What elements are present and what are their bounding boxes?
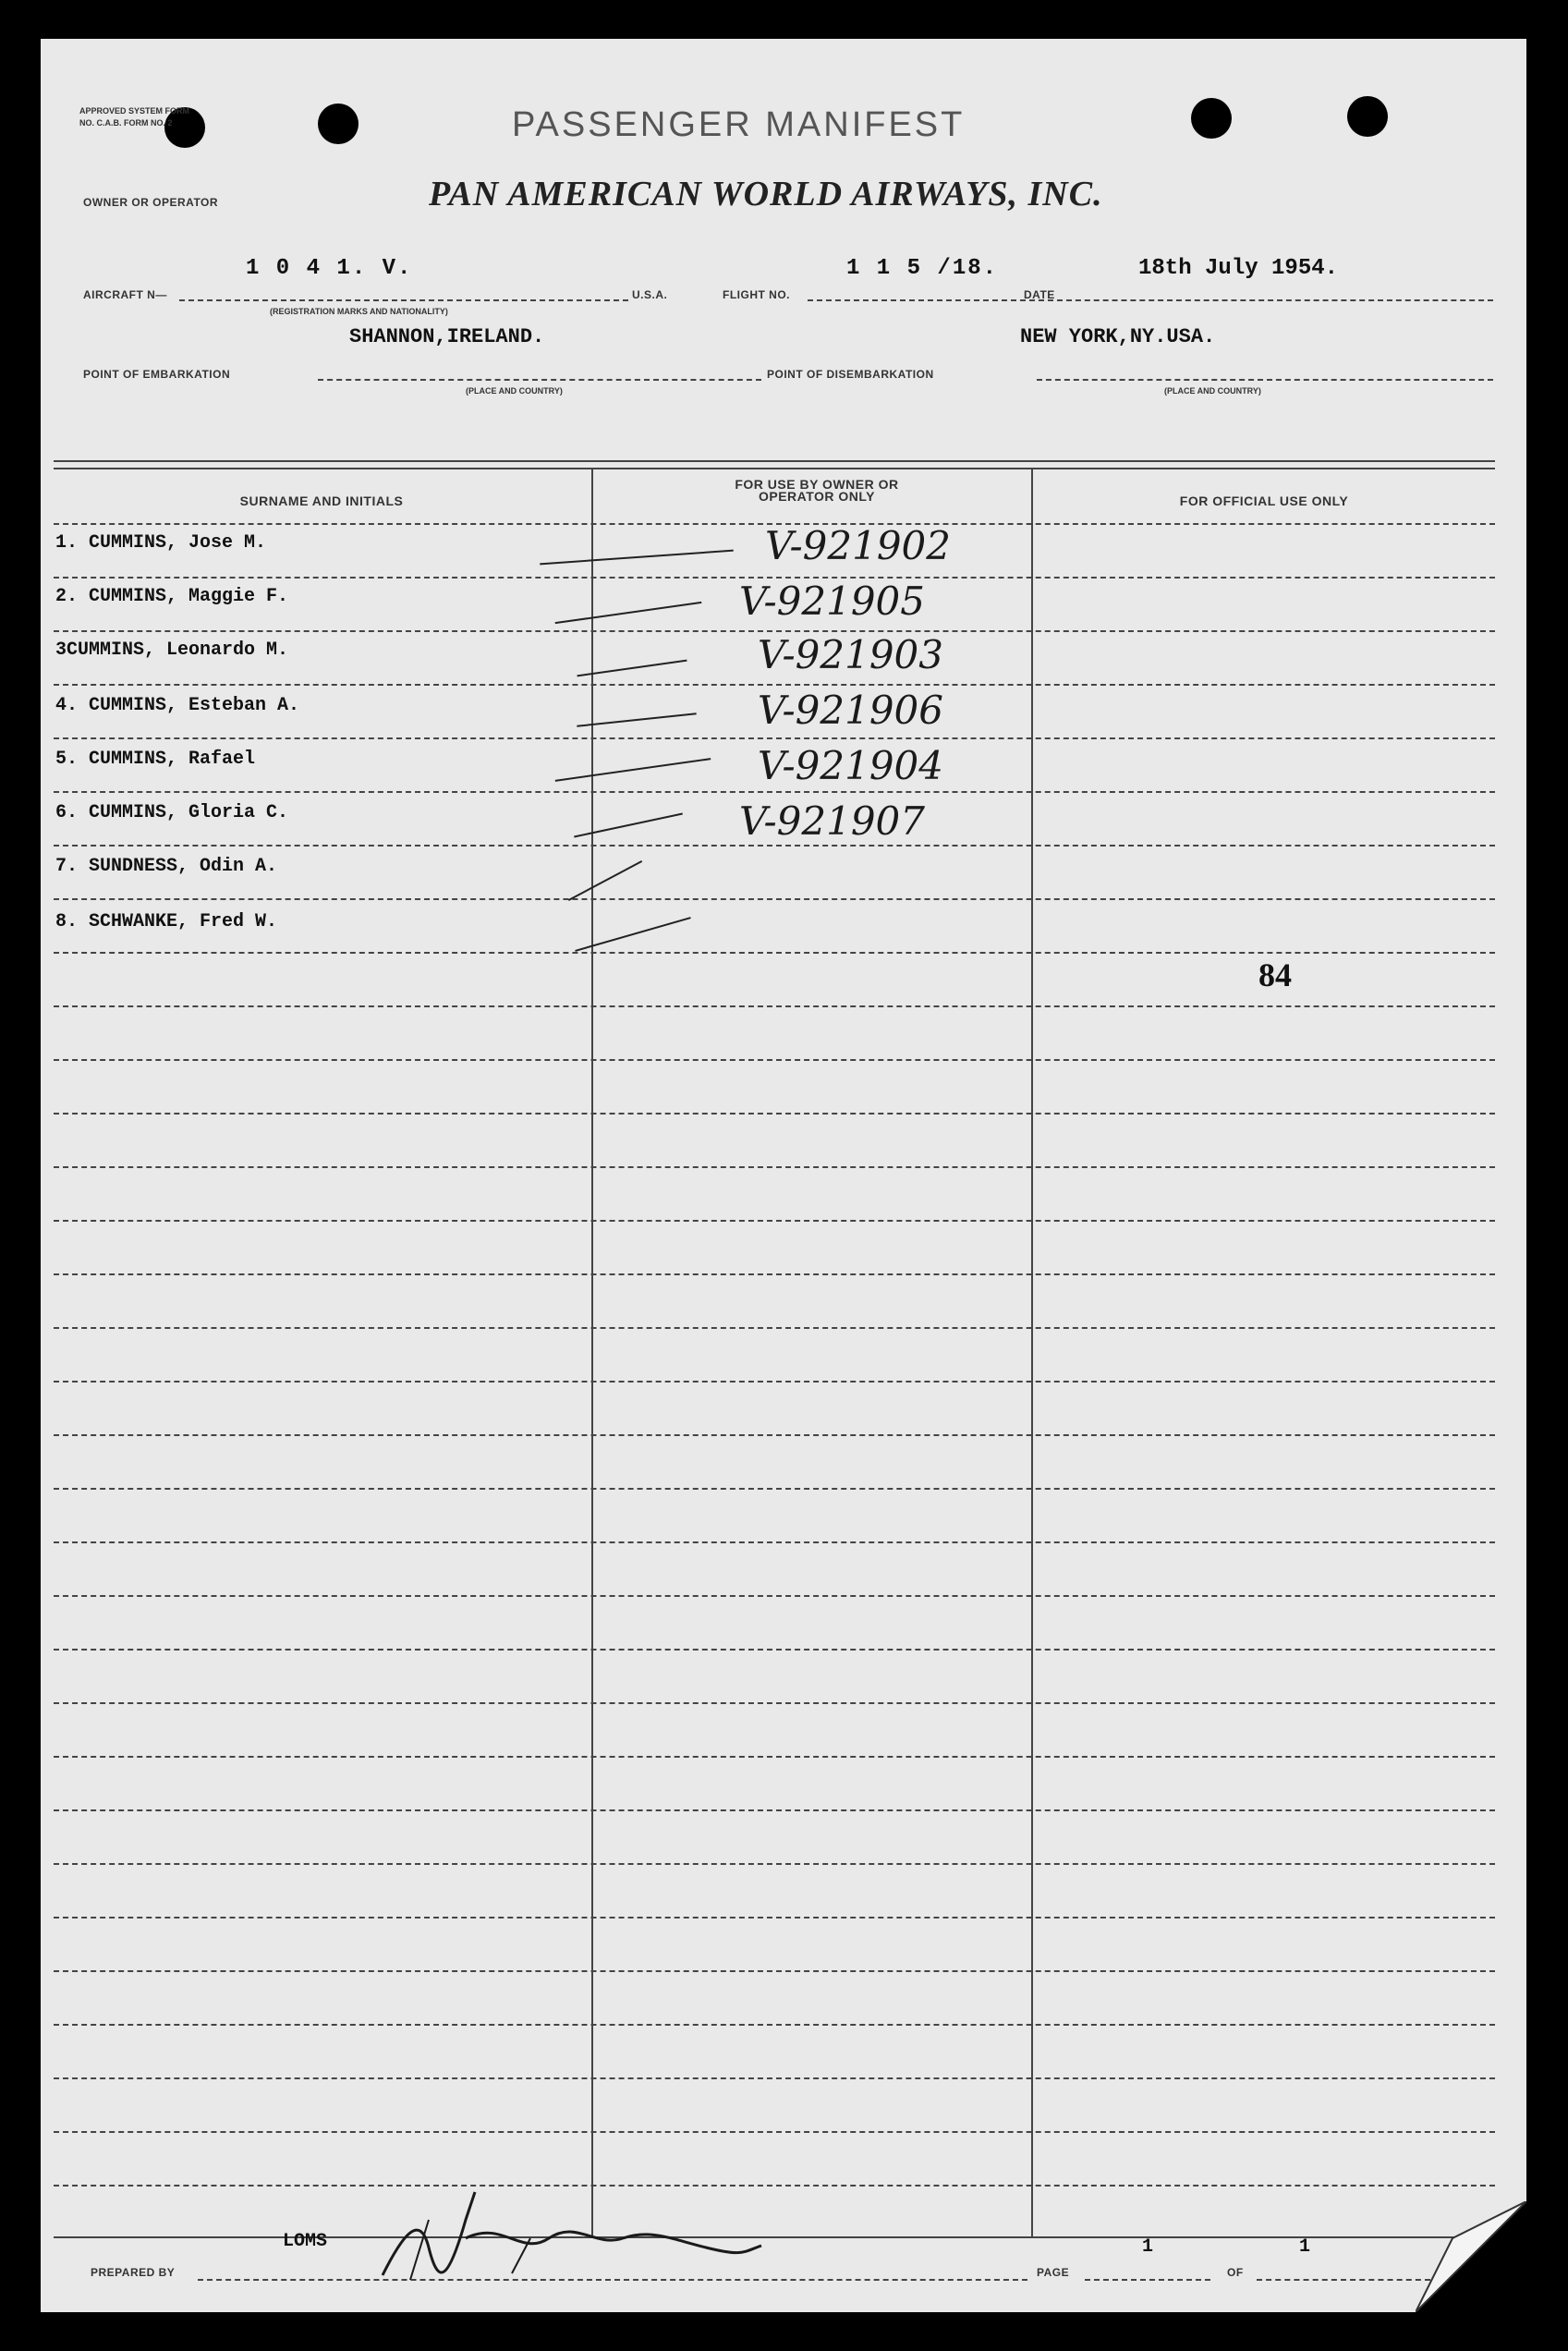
row-rule xyxy=(54,1113,1495,1115)
column-header-owner: FOR USE BY OWNER OR OPERATOR ONLY xyxy=(735,477,899,504)
prepared-label: PREPARED BY xyxy=(91,2266,176,2279)
passenger-name: 2. CUMMINS, Maggie F. xyxy=(55,586,289,607)
passenger-name: 5. CUMMINS, Rafael xyxy=(55,749,256,770)
prepared-value: LOMS xyxy=(283,2231,328,2252)
embarkation-line xyxy=(318,379,761,381)
row-rule xyxy=(54,1702,1495,1704)
punch-hole xyxy=(1347,96,1388,137)
of-line xyxy=(1257,2279,1430,2281)
check-mark xyxy=(555,758,711,782)
page-value: 1 xyxy=(1142,2236,1154,2258)
flight-label: FLIGHT NO. xyxy=(723,288,790,301)
date-label: DATE xyxy=(1024,288,1055,301)
row-rule xyxy=(54,2024,1495,2026)
column-header-official: FOR OFFICIAL USE ONLY xyxy=(1179,493,1349,508)
check-mark xyxy=(540,550,734,566)
row-rule xyxy=(54,1327,1495,1329)
aircraft-sublabel: (REGISTRATION MARKS AND NATIONALITY) xyxy=(270,307,448,316)
ticket-number: V-921904 xyxy=(758,743,943,788)
embarkation-label: POINT OF EMBARKATION xyxy=(83,368,231,381)
row-rule xyxy=(54,1917,1495,1919)
aircraft-value: 1 0 4 1. V. xyxy=(246,256,413,281)
row-rule xyxy=(54,2077,1495,2079)
airline-name: PAN AMERICAN WORLD AIRWAYS, INC. xyxy=(429,175,1103,213)
passenger-name: 3CUMMINS, Leonardo M. xyxy=(55,640,289,661)
row-rule xyxy=(54,684,1495,686)
owner-label: OWNER OR OPERATOR xyxy=(83,196,219,209)
ticket-number: V-921906 xyxy=(758,688,943,733)
row-rule xyxy=(54,1059,1495,1061)
footer-rule xyxy=(54,2236,1495,2238)
disembarkation-label: POINT OF DISEMBARKATION xyxy=(767,368,934,381)
nationality: U.S.A. xyxy=(632,288,668,301)
row-rule xyxy=(54,1863,1495,1865)
row-rule xyxy=(54,1756,1495,1758)
row-rule xyxy=(54,791,1495,793)
aircraft-label: AIRCRAFT N— xyxy=(83,288,167,301)
ticket-number: V-921903 xyxy=(758,632,943,677)
disembarkation-sublabel: (PLACE AND COUNTRY) xyxy=(1164,386,1261,396)
row-rule xyxy=(54,1166,1495,1168)
passenger-name: 1. CUMMINS, Jose M. xyxy=(55,532,267,554)
row-rule xyxy=(54,1809,1495,1811)
ticket-number: V-921907 xyxy=(739,798,925,844)
approved-stamp: APPROVED SYSTEM FORM NO. C.A.B. FORM NO. 2 xyxy=(79,106,190,128)
row-rule xyxy=(54,1595,1495,1597)
check-mark xyxy=(577,713,696,727)
row-rule xyxy=(54,2185,1495,2187)
row-rule xyxy=(54,1649,1495,1651)
flight-value: 1 1 5 /18. xyxy=(846,256,999,281)
official-number: 84 xyxy=(1258,956,1292,993)
embarkation-sublabel: (PLACE AND COUNTRY) xyxy=(466,386,563,396)
check-mark xyxy=(574,813,683,838)
punch-hole xyxy=(318,104,359,144)
folded-corner xyxy=(1416,2201,1526,2312)
passenger-name: 6. CUMMINS, Gloria C. xyxy=(55,802,289,823)
row-rule xyxy=(54,845,1495,847)
passenger-name: 8. SCHWANKE, Fred W. xyxy=(55,911,278,932)
passenger-name: 4. CUMMINS, Esteban A. xyxy=(55,695,300,716)
row-rule xyxy=(54,952,1495,954)
aircraft-line xyxy=(179,299,628,301)
row-rule xyxy=(54,2131,1495,2133)
table-top-rule xyxy=(54,460,1495,462)
passenger-name: 7. SUNDNESS, Odin A. xyxy=(55,856,278,877)
check-mark xyxy=(568,860,642,901)
manifest-sheet xyxy=(41,39,1526,2312)
signature xyxy=(373,2183,771,2284)
row-rule xyxy=(54,737,1495,739)
row-rule xyxy=(54,1220,1495,1222)
row-rule xyxy=(54,1488,1495,1490)
row-rule xyxy=(54,1434,1495,1436)
embarkation-value: SHANNON,IRELAND. xyxy=(349,325,545,348)
page-line xyxy=(1085,2279,1210,2281)
disembarkation-line xyxy=(1037,379,1493,381)
of-value: 1 xyxy=(1299,2236,1311,2258)
row-rule xyxy=(54,1970,1495,1972)
date-line xyxy=(1066,299,1493,301)
page-title: PASSENGER MANIFEST xyxy=(512,105,966,144)
check-mark xyxy=(577,660,687,677)
disembarkation-value: NEW YORK,NY.USA. xyxy=(1020,325,1216,348)
row-rule xyxy=(54,898,1495,900)
of-label: OF xyxy=(1227,2266,1244,2279)
row-rule xyxy=(54,1005,1495,1007)
row-rule xyxy=(54,1273,1495,1275)
row-rule xyxy=(54,1541,1495,1543)
punch-hole xyxy=(1191,98,1232,139)
check-mark xyxy=(555,602,702,624)
column-header-surname: SURNAME AND INITIALS xyxy=(239,493,404,508)
page-label: PAGE xyxy=(1037,2266,1070,2279)
row-rule xyxy=(54,1381,1495,1383)
table-top-rule-2 xyxy=(54,468,1495,469)
date-value: 18th July 1954. xyxy=(1138,256,1339,281)
ticket-number: V-921905 xyxy=(739,579,925,624)
ticket-number: V-921902 xyxy=(765,523,951,568)
